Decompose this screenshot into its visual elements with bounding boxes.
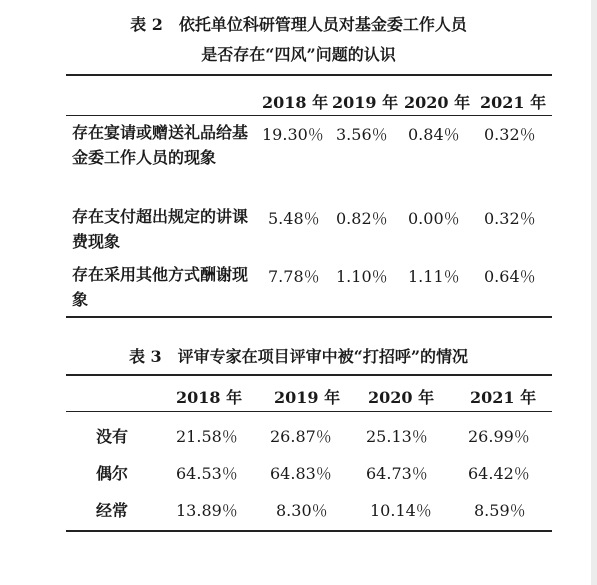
table-3-top-rule bbox=[66, 374, 552, 376]
table-2-top-rule bbox=[66, 74, 552, 76]
table-3-row-label: 偶尔 bbox=[96, 464, 129, 483]
table-2-cell: 1.10％ bbox=[336, 267, 388, 286]
table-3-cell: 64.42％ bbox=[468, 464, 530, 483]
table-3-cell: 64.53％ bbox=[176, 464, 238, 483]
table-2-cell: 0.84％ bbox=[408, 125, 460, 144]
table-2-cell: 3.56％ bbox=[336, 125, 388, 144]
table-3-cell: 26.87％ bbox=[270, 427, 332, 446]
table-3-cell: 21.58％ bbox=[176, 427, 238, 446]
table-2-cell: 0.32％ bbox=[484, 125, 536, 144]
table-2-cell: 7.78％ bbox=[268, 267, 320, 286]
page-edge-shadow bbox=[591, 0, 597, 585]
table-3-cell: 25.13％ bbox=[366, 427, 428, 446]
table-2-cell: 5.48％ bbox=[268, 209, 320, 228]
table-3-cell: 64.83％ bbox=[270, 464, 332, 483]
table-3-header-rule bbox=[66, 411, 552, 412]
table-3-cell: 8.59％ bbox=[474, 501, 526, 520]
table-3-row-label: 没有 bbox=[96, 427, 129, 446]
table-2-header-2019: 2019 年 bbox=[332, 93, 399, 112]
table-3-header-2020: 2020 年 bbox=[368, 388, 435, 407]
table-2-bottom-rule bbox=[66, 316, 552, 318]
table-2-row-label: 存在采用其他方式酬谢现象 bbox=[72, 265, 249, 309]
table-2-cell: 0.82％ bbox=[336, 209, 388, 228]
table-2-header-2018: 2018 年 bbox=[262, 93, 329, 112]
table-3-cell: 26.99％ bbox=[468, 427, 530, 446]
table-2-header-rule bbox=[66, 115, 552, 116]
table-2-header-2021: 2021 年 bbox=[480, 93, 547, 112]
table-3-cell: 10.14％ bbox=[370, 501, 432, 520]
table-2-title-line-1: 表 2 依托单位科研管理人员对基金委工作人员 bbox=[130, 15, 467, 34]
table-3-title: 表 3 评审专家在项目评审中被“打招呼”的情况 bbox=[128, 347, 469, 366]
table-3-cell: 64.73％ bbox=[366, 464, 428, 483]
table-3-header-2019: 2019 年 bbox=[274, 388, 341, 407]
table-3-header-2018: 2018 年 bbox=[176, 388, 243, 407]
table-2-title-line-2: 是否存在“四风”问题的认识 bbox=[201, 45, 396, 64]
table-3-cell: 13.89％ bbox=[176, 501, 238, 520]
table-2-cell: 0.64％ bbox=[484, 267, 536, 286]
table-3-header-2021: 2021 年 bbox=[470, 388, 537, 407]
table-2-cell: 0.32％ bbox=[484, 209, 536, 228]
table-2-cell: 1.11％ bbox=[408, 267, 460, 286]
table-2-row-label: 存在支付超出规定的讲课费现象 bbox=[72, 207, 249, 251]
table-3-row-label: 经常 bbox=[96, 501, 129, 520]
table-2-header-2020: 2020 年 bbox=[404, 93, 471, 112]
table-3-bottom-rule bbox=[66, 530, 552, 532]
table-2-cell: 19.30％ bbox=[262, 125, 324, 144]
table-3-cell: 8.30％ bbox=[276, 501, 328, 520]
table-2-cell: 0.00％ bbox=[408, 209, 460, 228]
table-2-row-label: 存在宴请或赠送礼品给基金委工作人员的现象 bbox=[72, 123, 249, 167]
